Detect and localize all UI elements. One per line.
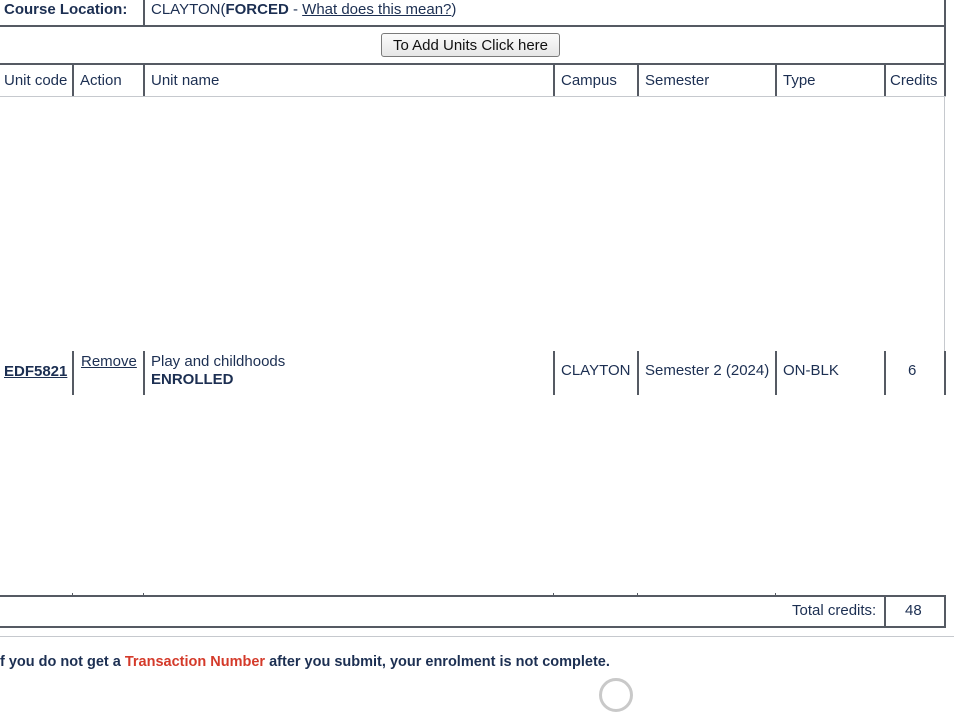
course-location-bottom-border (0, 25, 946, 27)
unit-type: ON-BLK (783, 362, 839, 379)
row-divider-3 (553, 351, 555, 395)
remove-unit-link[interactable]: Remove (81, 353, 137, 370)
course-location-suffix: ) (451, 1, 457, 18)
forced-label: FORCED (225, 1, 289, 18)
total-credits-label: Total credits: (792, 602, 877, 619)
notice-after: after you submit, your enrolment is not complete. (265, 654, 610, 670)
right-border-top (944, 0, 946, 64)
col-divider-5 (775, 65, 777, 96)
unit-campus: CLAYTON (561, 362, 631, 379)
col-divider-1 (72, 65, 74, 96)
unit-name: Play and childhoods (151, 353, 286, 370)
total-credits-value: 48 (905, 602, 922, 619)
row-divider-4 (637, 351, 639, 395)
col-divider-3 (553, 65, 555, 96)
header-type: Type (783, 72, 816, 89)
header-unit-code: Unit code (4, 72, 68, 89)
header-semester: Semester (645, 72, 710, 89)
col-divider-4 (637, 65, 639, 96)
transaction-notice (0, 653, 610, 671)
row-divider-7 (944, 351, 946, 395)
add-units-bottom-border (0, 63, 946, 65)
what-does-this-mean-link[interactable]: What does this mean? (302, 1, 452, 18)
notice-before: f you do not get a (0, 654, 125, 670)
right-border-body (944, 97, 945, 352)
header-campus: Campus (561, 72, 617, 89)
header-bottom-border (0, 96, 946, 97)
col-divider-6 (884, 65, 886, 96)
notice-separator (0, 636, 954, 637)
course-location-value (151, 1, 456, 19)
total-divider (884, 597, 886, 626)
total-row-top-border (0, 595, 946, 597)
course-location-campus: CLAYTON( (151, 1, 226, 18)
enrolment-status: ENROLLED (151, 371, 234, 388)
course-location-divider (143, 0, 145, 25)
course-location-label: Course Location: (4, 1, 128, 18)
header-unit-name: Unit name (151, 72, 220, 89)
col-divider-2 (143, 65, 145, 96)
unit-credits: 6 (908, 362, 917, 379)
transaction-number-highlight: Transaction Number (124, 654, 266, 670)
separator: - (288, 1, 303, 18)
total-row-bottom-border (0, 626, 946, 628)
header-credits: Credits (890, 72, 938, 89)
add-units-button[interactable]: To Add Units Click here (381, 33, 560, 57)
col-divider-7 (944, 65, 946, 96)
row-divider-2 (143, 351, 145, 395)
unit-semester: Semester 2 (2024) (645, 362, 770, 379)
header-action: Action (80, 72, 122, 89)
unit-code-link[interactable]: EDF5821 (4, 363, 68, 380)
row-divider-5 (775, 351, 777, 395)
row-divider-6 (884, 351, 886, 395)
total-right-border (944, 597, 946, 626)
row-divider-1 (72, 351, 74, 395)
loading-spinner-icon (599, 678, 633, 712)
